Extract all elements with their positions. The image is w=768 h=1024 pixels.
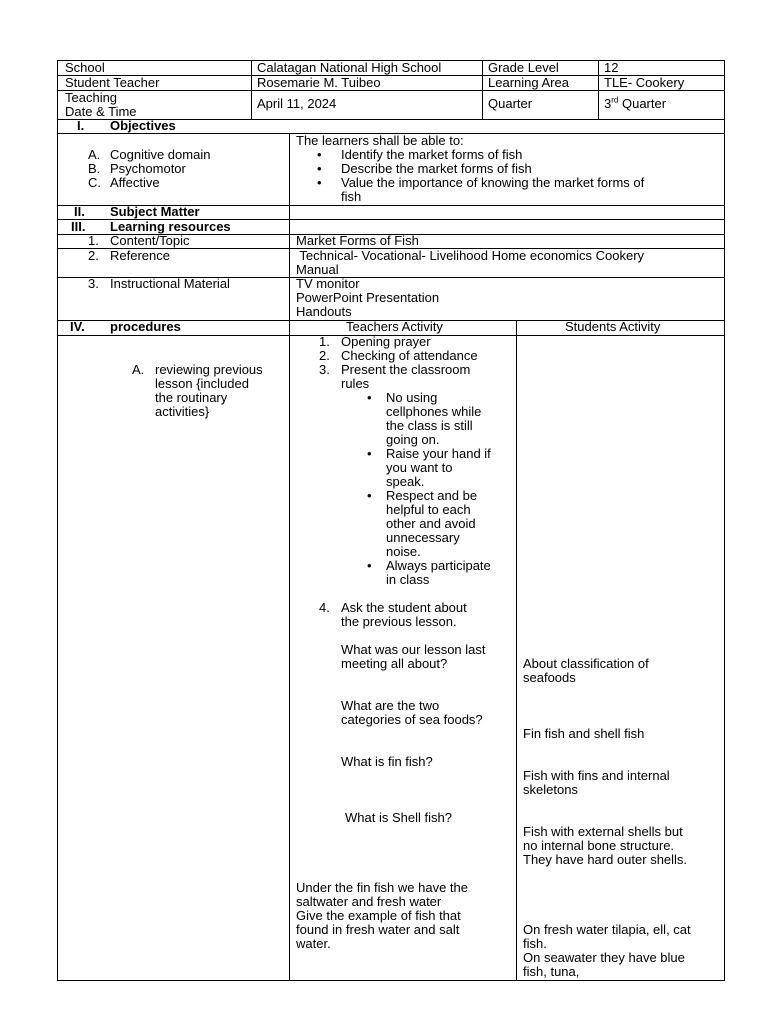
answer-text: skeletons <box>523 782 578 797</box>
rule-line: cellphones while <box>386 404 482 419</box>
ask-previous-lesson: Ask the student about <box>341 600 467 615</box>
rule-line: Raise your hand if <box>386 446 491 461</box>
student-closing-line: fish. <box>523 936 547 951</box>
col-divider <box>598 60 599 120</box>
question-text: What is fin fish? <box>341 754 433 769</box>
resource-number: 1. <box>88 233 99 248</box>
answer-text: no internal bone structure. <box>523 838 675 853</box>
objectives-number: I. <box>77 118 85 133</box>
ask-previous-lesson-cont: the previous lesson. <box>341 614 457 629</box>
step-number: 2. <box>319 348 330 363</box>
student-closing-line: On fresh water tilapia, ell, cat <box>523 922 691 937</box>
psychomotor-label: Psychomotor <box>110 161 186 176</box>
question-text: What is Shell fish? <box>345 810 452 825</box>
content-topic-value: Market Forms of Fish <box>296 233 419 248</box>
objective-affective-cont: fish <box>341 189 362 204</box>
teacher-closing-line: saltwater and fresh water <box>296 894 442 909</box>
date-value: April 11, 2024 <box>257 96 337 111</box>
resource-number: 3. <box>88 276 99 291</box>
student-teacher-value: Rosemarie M. Tuibeo <box>257 75 381 90</box>
material-item: PowerPoint Presentation <box>296 290 440 305</box>
col-divider <box>289 133 290 981</box>
step-number: 4. <box>319 600 330 615</box>
grade-level-value: 12 <box>604 60 619 75</box>
material-item: TV monitor <box>296 276 360 291</box>
checking-attendance: Checking of attendance <box>341 348 478 363</box>
reference-value: Technical- Vocational- Livelihood Home economics Cookery <box>296 248 645 263</box>
objectives-heading: Objectives <box>110 118 176 133</box>
col-divider <box>482 60 483 120</box>
rule-line: going on. <box>386 432 440 447</box>
teacher-closing-line: Give the example of fish that <box>296 908 461 923</box>
row-divider <box>57 90 725 91</box>
material-item: Handouts <box>296 304 352 319</box>
objective-letter: C. <box>88 175 101 190</box>
bullet-icon <box>367 559 372 573</box>
rule-line: in class <box>386 572 430 587</box>
question-text: What was our lesson last <box>341 642 486 657</box>
reference-value-cont: Manual <box>296 262 339 277</box>
opening-prayer: Opening prayer <box>341 334 431 349</box>
bullet-icon <box>367 391 372 405</box>
classroom-rules-step-cont: rules <box>341 376 370 391</box>
col-divider <box>251 60 252 120</box>
objective-letter: A. <box>88 147 101 162</box>
rule-line: unnecessary <box>386 530 460 545</box>
subject-matter-number: II. <box>74 204 85 219</box>
teachers-activity-header: Teachers Activity <box>346 319 443 334</box>
classroom-rules-step: Present the classroom <box>341 362 471 377</box>
bullet-icon <box>317 148 322 162</box>
rule-line: Respect and be <box>386 488 478 503</box>
answer-text: Fish with fins and internal <box>523 768 670 783</box>
school-value: Calatagan National High School <box>257 60 442 75</box>
rule-line: No using <box>386 390 438 405</box>
student-teacher-label: Student Teacher <box>65 75 160 90</box>
step-a-line: lesson {included <box>155 376 249 391</box>
answer-text: Fish with external shells but <box>523 824 683 839</box>
rule-line: helpful to each <box>386 502 471 517</box>
objective-psychomotor: Describe the market forms of fish <box>341 161 532 176</box>
step-letter: A. <box>132 362 145 377</box>
objective-cognitive: Identify the market forms of fish <box>341 147 523 162</box>
bullet-icon <box>367 447 372 461</box>
bullet-icon <box>367 489 372 503</box>
answer-text: About classification of <box>523 656 649 671</box>
procedures-number: IV. <box>70 319 85 334</box>
answer-text: seafoods <box>523 670 576 685</box>
col-divider <box>516 320 517 981</box>
resources-heading: Learning resources <box>110 219 231 234</box>
quarter-value: 3rd Quarter <box>604 95 667 111</box>
step-a-line: reviewing previous <box>155 362 263 377</box>
instructional-material-label: Instructional Material <box>110 276 230 291</box>
resources-number: III. <box>71 219 86 234</box>
quarter-label: Quarter <box>488 96 533 111</box>
objectives-intro: The learners shall be able to: <box>296 133 464 148</box>
content-topic-label: Content/Topic <box>110 233 190 248</box>
teacher-closing-line: Under the fin fish we have the <box>296 880 468 895</box>
rule-line: speak. <box>386 474 425 489</box>
answer-text: They have hard outer shells. <box>523 852 688 867</box>
reference-label: Reference <box>110 248 170 263</box>
affective-label: Affective <box>110 175 160 190</box>
students-activity-header: Students Activity <box>565 319 661 334</box>
subject-matter-heading: Subject Matter <box>110 204 200 219</box>
resource-number: 2. <box>88 248 99 263</box>
rule-line: Always participate <box>386 558 491 573</box>
teacher-closing-line: water. <box>296 936 331 951</box>
bullet-icon <box>317 176 322 190</box>
step-number: 3. <box>319 362 330 377</box>
procedures-heading: procedures <box>110 319 181 334</box>
answer-text: Fin fish and shell fish <box>523 726 645 741</box>
date-time-label: Date & Time <box>65 104 137 119</box>
student-closing-line: fish, tuna, <box>523 964 580 979</box>
objective-affective: Value the importance of knowing the market forms of <box>341 175 645 190</box>
rule-line: the class is still <box>386 418 473 433</box>
step-number: 1. <box>319 334 330 349</box>
student-closing-line: On seawater they have blue <box>523 950 685 965</box>
question-text: meeting all about? <box>341 656 448 671</box>
question-text: categories of sea foods? <box>341 712 483 727</box>
step-a-line: activities} <box>155 404 210 419</box>
table-border <box>724 60 725 981</box>
bullet-icon <box>317 162 322 176</box>
learning-area-label: Learning Area <box>488 75 569 90</box>
teaching-label: Teaching <box>65 90 118 105</box>
table-border <box>57 980 725 981</box>
step-a-line: the routinary <box>155 390 228 405</box>
rule-line: other and avoid <box>386 516 476 531</box>
teacher-closing-line: found in fresh water and salt <box>296 922 460 937</box>
rule-line: noise. <box>386 544 421 559</box>
school-label: School <box>65 60 105 75</box>
learning-area-value: TLE- Cookery <box>604 75 685 90</box>
rule-line: you want to <box>386 460 453 475</box>
grade-level-label: Grade Level <box>488 60 559 75</box>
cognitive-domain-label: Cognitive domain <box>110 147 211 162</box>
question-text: What are the two <box>341 698 440 713</box>
objective-letter: B. <box>88 161 101 176</box>
table-border <box>57 60 58 981</box>
